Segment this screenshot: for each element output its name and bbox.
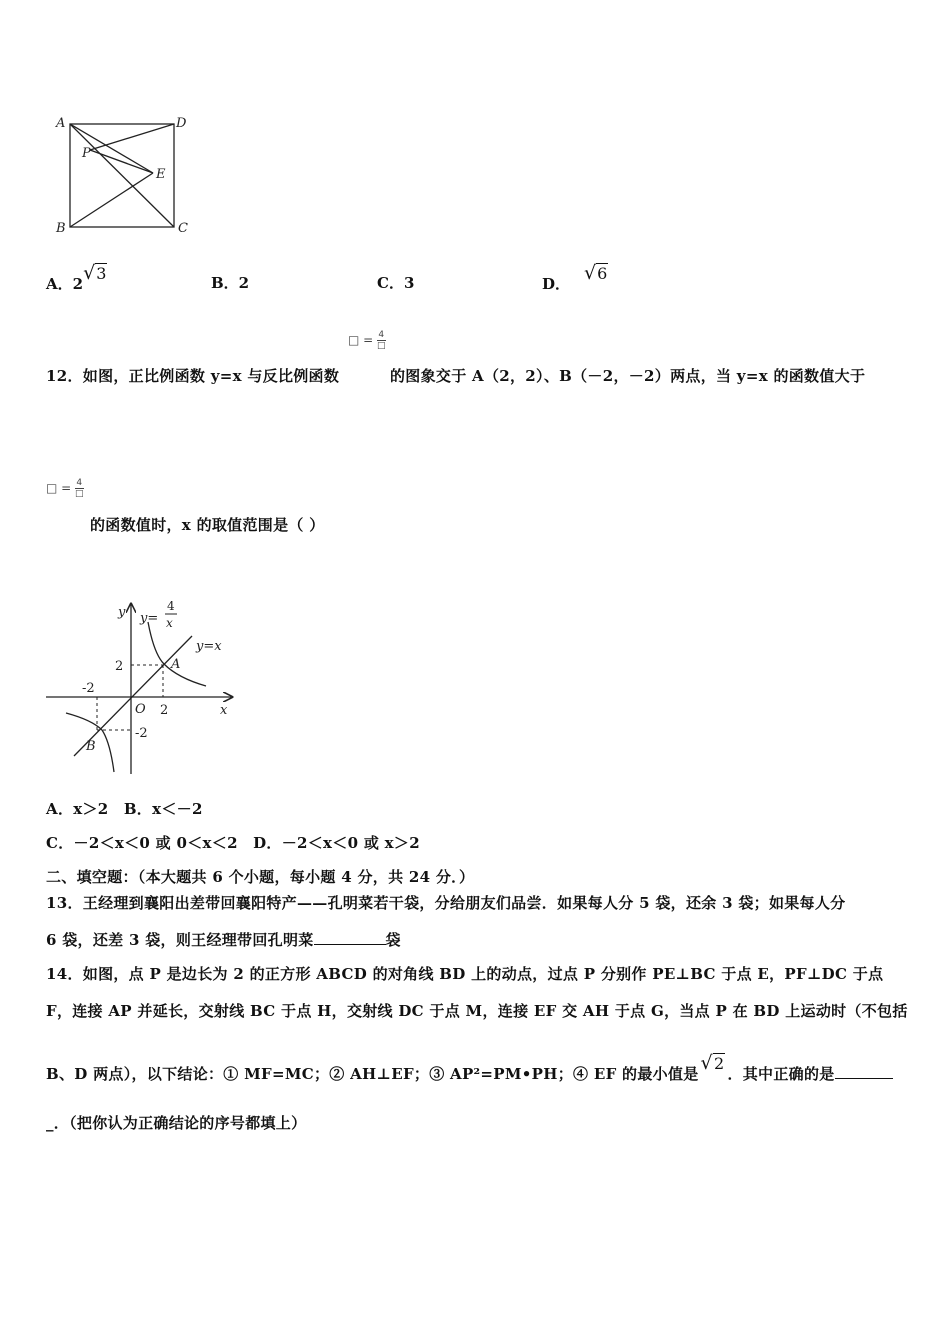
label-a: A <box>56 116 66 131</box>
q13-line1: 13．王经理到襄阳出差带回襄阳特产——孔明菜若干袋，分给朋友们品尝．如果每人分 5 袋，还余 3 袋；如果每人分 <box>46 894 846 912</box>
sqrt-sign: √3 <box>83 262 107 284</box>
q12-options-row1: A．x＞2 B．x＜－2 <box>46 800 203 818</box>
q13-answer-blank[interactable] <box>314 930 386 945</box>
formula-denominator: □ <box>75 489 84 499</box>
point-b-label: B <box>86 739 96 754</box>
section-header: 二、填空题：（本大题共 6 个小题，每小题 4 分，共 24 分．） <box>46 868 475 886</box>
formula-denominator: □ <box>377 341 386 351</box>
label-e: E <box>156 167 166 182</box>
tick-neg-x: -2 <box>82 681 95 696</box>
q11-option-a <box>46 262 107 294</box>
formula-image-bottom <box>46 478 84 499</box>
formula-lhs: □ = <box>348 333 378 347</box>
formula-image-top <box>348 330 386 351</box>
function-graph <box>44 596 244 781</box>
origin-label: O <box>135 702 146 717</box>
q11-option-a-label: A．2 <box>46 275 84 293</box>
q12-line1-part2: 的图象交于 A（2，2）、B（－2，－2）两点，当 y=x 的函数值大于 <box>390 367 866 385</box>
point-a-label: A <box>171 657 181 672</box>
q14-line1: 14．如图，点 P 是边长为 2 的正方形 ABCD 的对角线 BD 上的动点，过点 P 分别作 PE⊥BC 于点 E，PF⊥DC 于点 <box>46 965 884 983</box>
tick-neg-y: -2 <box>135 726 148 741</box>
tick-pos-y: 2 <box>115 659 124 674</box>
q12-line1-part1: 12．如图，正比例函数 y=x 与反比例函数 <box>46 367 340 385</box>
q12-line2: 的函数值时，x 的取值范围是（ ） <box>90 516 325 534</box>
formula-lhs: □ = <box>46 481 76 495</box>
q14-line2: F，连接 AP 并延长，交射线 BC 于点 H，交射线 DC 于点 M，连接 EF 交 AH 于点 G，当点 P 在 BD 上运动时（不包括 <box>46 1002 908 1020</box>
label-d: D <box>176 116 187 131</box>
sqrt-sign: √2 <box>700 1052 725 1074</box>
square-figure <box>50 110 200 240</box>
formula-numerator: 4 <box>76 478 83 488</box>
segment-pe <box>90 150 153 173</box>
q11-option-d <box>542 262 608 294</box>
q11-option-d-label: D． <box>542 275 571 293</box>
q11-option-b: B．2 <box>211 274 250 292</box>
sqrt-sign: √6 <box>584 262 608 284</box>
q11-option-c: C．3 <box>377 274 415 292</box>
q13-line2-pre: 6 袋，还差 3 袋，则王经理带回孔明菜 <box>46 931 314 949</box>
label-b: B <box>56 221 66 236</box>
line-y-eq-x <box>74 636 192 756</box>
line-label: y=x <box>196 639 222 654</box>
radicand: 2 <box>713 1054 725 1073</box>
q14-answer-blank[interactable] <box>835 1064 893 1079</box>
x-axis-label: x <box>220 703 228 718</box>
formula-numerator: 4 <box>378 330 385 340</box>
segment-be <box>70 173 153 227</box>
y-axis-label: y <box>118 605 126 620</box>
q13-line2-post: 袋 <box>385 931 401 949</box>
curve-label-numerator: 4 <box>167 599 175 613</box>
radicand: 3 <box>96 264 107 283</box>
radicand: 6 <box>597 264 608 283</box>
label-p: P <box>82 146 91 161</box>
q13-line2 <box>46 929 401 950</box>
q14-line3-pre: B、D 两点），以下结论：① MF=MC；② AH⊥EF；③ AP²=PM•PH；④ EF 的最小值是 <box>46 1065 699 1083</box>
q14-line3 <box>46 1052 893 1084</box>
q12-options-row2: C．－2＜x＜0 或 0＜x＜2 D．－2＜x＜0 或 x＞2 <box>46 834 420 852</box>
segment-pd <box>90 124 174 150</box>
curve-label-prefix: y= <box>140 611 159 626</box>
label-c: C <box>178 221 188 236</box>
q14-line3-post: ．其中正确的是 <box>727 1065 835 1083</box>
q14-line4: _．（把你认为正确结论的序号都填上） <box>46 1114 307 1132</box>
hyperbola-branch-1 <box>148 622 206 686</box>
tick-pos-x: 2 <box>160 703 169 718</box>
curve-label-denominator: x <box>166 616 173 630</box>
